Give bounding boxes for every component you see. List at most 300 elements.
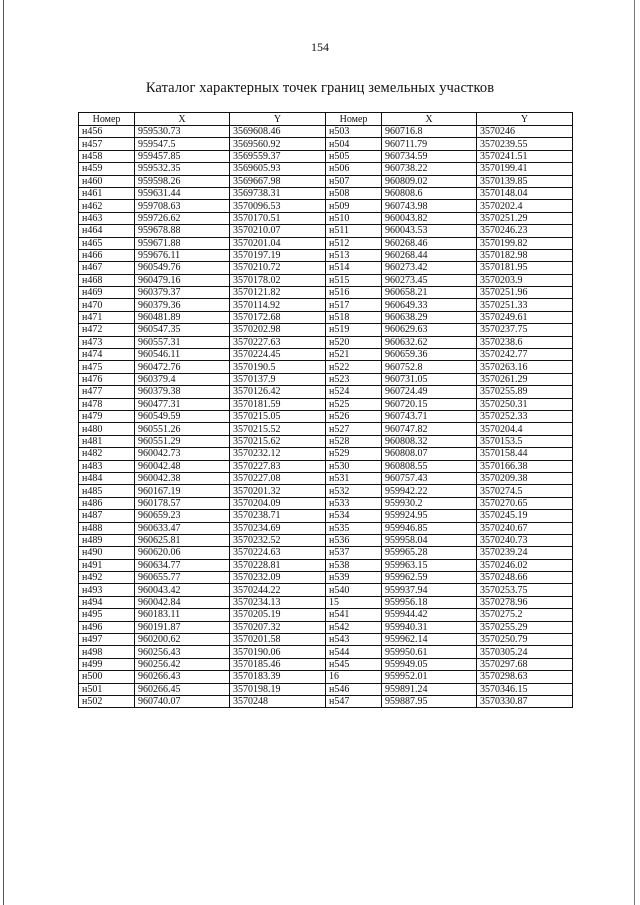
x-coordinate-cell: 960379.36	[135, 299, 230, 311]
x-coordinate-cell: 959891.24	[382, 683, 477, 695]
y-coordinate-cell: 3569560.92	[230, 138, 326, 150]
y-coordinate-cell: 3570270.65	[477, 497, 573, 509]
y-coordinate-cell: 3570261.29	[477, 373, 573, 385]
table-row	[79, 386, 573, 398]
x-coordinate-cell: 960549.59	[135, 410, 230, 422]
y-coordinate-cell: 3570255.89	[477, 386, 573, 398]
x-coordinate-cell: 960472.76	[135, 361, 230, 373]
x-coordinate-cell: 960724.49	[382, 386, 477, 398]
x-coordinate-cell: 960268.44	[382, 249, 477, 261]
x-coordinate-cell: 960266.43	[135, 671, 230, 683]
x-coordinate-cell: 960479.16	[135, 274, 230, 286]
point-number-cell: н500	[79, 671, 135, 683]
table-row	[79, 584, 573, 596]
x-coordinate-cell: 960547.35	[135, 324, 230, 336]
point-number-cell: н461	[79, 187, 135, 199]
y-coordinate-cell: 3570114.92	[230, 299, 326, 311]
y-coordinate-cell: 3570170.51	[230, 212, 326, 224]
y-coordinate-cell: 3570199.41	[477, 163, 573, 175]
table-row	[79, 336, 573, 348]
point-number-cell: н513	[326, 249, 382, 261]
point-number-cell: н478	[79, 398, 135, 410]
header-number-left: Номер	[79, 113, 135, 126]
table-row	[79, 175, 573, 187]
x-coordinate-cell: 959962.14	[382, 634, 477, 646]
table-row	[79, 485, 573, 497]
x-coordinate-cell: 959708.63	[135, 200, 230, 212]
y-coordinate-cell: 3570228.81	[230, 559, 326, 571]
point-number-cell: н489	[79, 534, 135, 546]
point-number-cell: н543	[326, 634, 382, 646]
table-row	[79, 547, 573, 559]
y-coordinate-cell: 3570203.9	[477, 274, 573, 286]
x-coordinate-cell: 959950.61	[382, 646, 477, 658]
point-number-cell: н481	[79, 435, 135, 447]
y-coordinate-cell: 3570178.02	[230, 274, 326, 286]
point-number-cell: н497	[79, 634, 135, 646]
table-row	[79, 163, 573, 175]
x-coordinate-cell: 960625.81	[135, 534, 230, 546]
x-coordinate-cell: 960808.55	[382, 460, 477, 472]
point-number-cell: н494	[79, 596, 135, 608]
y-coordinate-cell: 3569605.93	[230, 163, 326, 175]
page-title: Каталог характерных точек границ земельных участков	[145, 80, 495, 96]
x-coordinate-cell: 959457.85	[135, 150, 230, 162]
y-coordinate-cell: 3570244.22	[230, 584, 326, 596]
x-coordinate-cell: 959958.04	[382, 534, 477, 546]
x-coordinate-cell: 960808.32	[382, 435, 477, 447]
header-x-right: X	[382, 113, 477, 126]
y-coordinate-cell: 3569667.98	[230, 175, 326, 187]
y-coordinate-cell: 3570201.32	[230, 485, 326, 497]
y-coordinate-cell: 3570202.4	[477, 200, 573, 212]
y-coordinate-cell: 3570207.32	[230, 621, 326, 633]
point-number-cell: н467	[79, 262, 135, 274]
x-coordinate-cell: 960546.11	[135, 349, 230, 361]
x-coordinate-cell: 960629.63	[382, 324, 477, 336]
y-coordinate-cell: 3570204.09	[230, 497, 326, 509]
point-number-cell: н490	[79, 547, 135, 559]
point-number-cell: н514	[326, 262, 382, 274]
point-number-cell: н469	[79, 287, 135, 299]
y-coordinate-cell: 3570240.67	[477, 522, 573, 534]
point-number-cell: н523	[326, 373, 382, 385]
point-number-cell: н457	[79, 138, 135, 150]
point-number-cell: н518	[326, 311, 382, 323]
point-number-cell: н463	[79, 212, 135, 224]
point-number-cell: н456	[79, 126, 135, 138]
y-coordinate-cell: 3570297.68	[477, 658, 573, 670]
point-number-cell: н524	[326, 386, 382, 398]
x-coordinate-cell: 959963.15	[382, 559, 477, 571]
x-coordinate-cell: 960649.33	[382, 299, 477, 311]
point-number-cell: н470	[79, 299, 135, 311]
y-coordinate-cell: 3570251.29	[477, 212, 573, 224]
point-number-cell: н527	[326, 423, 382, 435]
page-number: 154	[311, 40, 329, 54]
y-coordinate-cell: 3570234.69	[230, 522, 326, 534]
x-coordinate-cell: 960379.38	[135, 386, 230, 398]
table-row	[79, 237, 573, 249]
y-coordinate-cell: 3570139.85	[477, 175, 573, 187]
x-coordinate-cell: 959940.31	[382, 621, 477, 633]
x-coordinate-cell: 960043.53	[382, 225, 477, 237]
x-coordinate-cell: 960273.45	[382, 274, 477, 286]
point-number-cell: н547	[326, 695, 382, 707]
x-coordinate-cell: 960808.6	[382, 187, 477, 199]
y-coordinate-cell: 3570242.77	[477, 349, 573, 361]
point-number-cell: н519	[326, 324, 382, 336]
point-number-cell: н537	[326, 547, 382, 559]
y-coordinate-cell: 3570278.96	[477, 596, 573, 608]
table-row	[79, 572, 573, 584]
table-row	[79, 349, 573, 361]
point-number-cell: н521	[326, 349, 382, 361]
x-coordinate-cell: 959962.59	[382, 572, 477, 584]
y-coordinate-cell: 3570190.06	[230, 646, 326, 658]
x-coordinate-cell: 960042.84	[135, 596, 230, 608]
y-coordinate-cell: 3570227.83	[230, 460, 326, 472]
x-coordinate-cell: 960256.42	[135, 658, 230, 670]
point-number-cell: н512	[326, 237, 382, 249]
x-coordinate-cell: 959532.35	[135, 163, 230, 175]
x-coordinate-cell: 959598.26	[135, 175, 230, 187]
header-y-right: Y	[477, 113, 573, 126]
point-number-cell: н458	[79, 150, 135, 162]
y-coordinate-cell: 3570250.79	[477, 634, 573, 646]
point-number-cell: н483	[79, 460, 135, 472]
table-row	[79, 497, 573, 509]
point-number-cell: н530	[326, 460, 382, 472]
table-row	[79, 596, 573, 608]
x-coordinate-cell: 959676.11	[135, 249, 230, 261]
x-coordinate-cell: 960200.62	[135, 634, 230, 646]
y-coordinate-cell: 3570330.87	[477, 695, 573, 707]
y-coordinate-cell: 3570227.63	[230, 336, 326, 348]
point-number-cell: н479	[79, 410, 135, 422]
x-coordinate-cell: 960167.19	[135, 485, 230, 497]
x-coordinate-cell: 960731.05	[382, 373, 477, 385]
table-row	[79, 249, 573, 261]
y-coordinate-cell: 3570252.33	[477, 410, 573, 422]
x-coordinate-cell: 960659.23	[135, 510, 230, 522]
y-coordinate-cell: 3570224.45	[230, 349, 326, 361]
y-coordinate-cell: 3570245.19	[477, 510, 573, 522]
y-coordinate-cell: 3570246.02	[477, 559, 573, 571]
point-number-cell: н504	[326, 138, 382, 150]
x-coordinate-cell: 959942.22	[382, 485, 477, 497]
point-number-cell: н496	[79, 621, 135, 633]
x-coordinate-cell: 959887.95	[382, 695, 477, 707]
point-number-cell: н482	[79, 448, 135, 460]
x-coordinate-cell: 959924.95	[382, 510, 477, 522]
table-row	[79, 299, 573, 311]
y-coordinate-cell: 3570202.98	[230, 324, 326, 336]
y-coordinate-cell: 3570215.05	[230, 410, 326, 422]
x-coordinate-cell: 960711.79	[382, 138, 477, 150]
point-number-cell: н526	[326, 410, 382, 422]
point-number-cell: н460	[79, 175, 135, 187]
point-number-cell: н531	[326, 472, 382, 484]
point-number-cell: н468	[79, 274, 135, 286]
x-coordinate-cell: 959726.62	[135, 212, 230, 224]
x-coordinate-cell: 959530.73	[135, 126, 230, 138]
y-coordinate-cell: 3570210.07	[230, 225, 326, 237]
x-coordinate-cell: 960658.21	[382, 287, 477, 299]
x-coordinate-cell: 960183.11	[135, 609, 230, 621]
table-header-row	[79, 113, 573, 126]
x-coordinate-cell: 960740.07	[135, 695, 230, 707]
y-coordinate-cell: 3570210.72	[230, 262, 326, 274]
y-coordinate-cell: 3570204.4	[477, 423, 573, 435]
table-row	[79, 646, 573, 658]
y-coordinate-cell: 3570239.55	[477, 138, 573, 150]
y-coordinate-cell: 3570274.5	[477, 485, 573, 497]
scan-edge-left	[3, 0, 4, 905]
y-coordinate-cell: 3570346.15	[477, 683, 573, 695]
point-number-cell: н509	[326, 200, 382, 212]
x-coordinate-cell: 960634.77	[135, 559, 230, 571]
point-number-cell: н459	[79, 163, 135, 175]
x-coordinate-cell: 960256.43	[135, 646, 230, 658]
x-coordinate-cell: 960043.82	[382, 212, 477, 224]
point-number-cell: н525	[326, 398, 382, 410]
y-coordinate-cell: 3570246	[477, 126, 573, 138]
point-number-cell: н473	[79, 336, 135, 348]
y-coordinate-cell: 3570234.13	[230, 596, 326, 608]
table-row	[79, 621, 573, 633]
x-coordinate-cell: 960659.36	[382, 349, 477, 361]
x-coordinate-cell: 960743.71	[382, 410, 477, 422]
x-coordinate-cell: 960477.31	[135, 398, 230, 410]
point-number-cell: н486	[79, 497, 135, 509]
x-coordinate-cell: 960379.37	[135, 287, 230, 299]
table-row	[79, 225, 573, 237]
point-number-cell: н491	[79, 559, 135, 571]
y-coordinate-cell: 3570248.66	[477, 572, 573, 584]
table-row	[79, 522, 573, 534]
header-y-left: Y	[230, 113, 326, 126]
table-row	[79, 212, 573, 224]
point-number-cell: н502	[79, 695, 135, 707]
y-coordinate-cell: 3570239.24	[477, 547, 573, 559]
point-number-cell: н533	[326, 497, 382, 509]
x-coordinate-cell: 960620.06	[135, 547, 230, 559]
point-number-cell: н499	[79, 658, 135, 670]
y-coordinate-cell: 3570096.53	[230, 200, 326, 212]
y-coordinate-cell: 3570172.68	[230, 311, 326, 323]
header-number-right: Номер	[326, 113, 382, 126]
point-number-cell: н471	[79, 311, 135, 323]
x-coordinate-cell: 959949.05	[382, 658, 477, 670]
x-coordinate-cell: 960379.4	[135, 373, 230, 385]
point-number-cell: н520	[326, 336, 382, 348]
table-row	[79, 150, 573, 162]
x-coordinate-cell: 960042.38	[135, 472, 230, 484]
point-number-cell: н538	[326, 559, 382, 571]
y-coordinate-cell: 3570137.9	[230, 373, 326, 385]
x-coordinate-cell: 960738.22	[382, 163, 477, 175]
point-number-cell: н498	[79, 646, 135, 658]
y-coordinate-cell: 3570238.6	[477, 336, 573, 348]
table-row	[79, 634, 573, 646]
y-coordinate-cell: 3570126.42	[230, 386, 326, 398]
scan-edge-right	[634, 0, 635, 905]
x-coordinate-cell: 959937.94	[382, 584, 477, 596]
point-number-cell: н465	[79, 237, 135, 249]
point-number-cell: н462	[79, 200, 135, 212]
y-coordinate-cell: 3570250.31	[477, 398, 573, 410]
point-number-cell: н495	[79, 609, 135, 621]
point-number-cell: н487	[79, 510, 135, 522]
point-number-cell: н474	[79, 349, 135, 361]
y-coordinate-cell: 3570305.24	[477, 646, 573, 658]
header-x-left: X	[135, 113, 230, 126]
y-coordinate-cell: 3570263.16	[477, 361, 573, 373]
point-number-cell: н534	[326, 510, 382, 522]
point-number-cell: н532	[326, 485, 382, 497]
y-coordinate-cell: 3570153.5	[477, 435, 573, 447]
table-row	[79, 200, 573, 212]
point-number-cell: н517	[326, 299, 382, 311]
point-number-cell: н522	[326, 361, 382, 373]
x-coordinate-cell: 960716.8	[382, 126, 477, 138]
table-row	[79, 398, 573, 410]
point-number-cell: н472	[79, 324, 135, 336]
point-number-cell: н503	[326, 126, 382, 138]
point-number-cell: н488	[79, 522, 135, 534]
table-row	[79, 274, 573, 286]
x-coordinate-cell: 960268.46	[382, 237, 477, 249]
table-row	[79, 472, 573, 484]
point-number-cell: н492	[79, 572, 135, 584]
table-row	[79, 460, 573, 472]
table-row	[79, 510, 573, 522]
point-number-cell: н542	[326, 621, 382, 633]
y-coordinate-cell: 3570198.19	[230, 683, 326, 695]
x-coordinate-cell: 960734.59	[382, 150, 477, 162]
point-number-cell: н541	[326, 609, 382, 621]
point-number-cell: н464	[79, 225, 135, 237]
point-number-cell: н546	[326, 683, 382, 695]
x-coordinate-cell: 960481.89	[135, 311, 230, 323]
point-number-cell: н507	[326, 175, 382, 187]
table-row	[79, 671, 573, 683]
table-row	[79, 423, 573, 435]
x-coordinate-cell: 960551.26	[135, 423, 230, 435]
x-coordinate-cell: 960042.48	[135, 460, 230, 472]
y-coordinate-cell: 3570251.96	[477, 287, 573, 299]
y-coordinate-cell: 3570232.52	[230, 534, 326, 546]
x-coordinate-cell: 960042.73	[135, 448, 230, 460]
x-coordinate-cell: 959671.88	[135, 237, 230, 249]
y-coordinate-cell: 3570205.19	[230, 609, 326, 621]
x-coordinate-cell: 960757.43	[382, 472, 477, 484]
x-coordinate-cell: 959956.18	[382, 596, 477, 608]
point-number-cell: н539	[326, 572, 382, 584]
point-number-cell: н510	[326, 212, 382, 224]
point-number-cell: н485	[79, 485, 135, 497]
y-coordinate-cell: 3569559.37	[230, 150, 326, 162]
table-row	[79, 683, 573, 695]
y-coordinate-cell: 3570190.5	[230, 361, 326, 373]
y-coordinate-cell: 3570197.19	[230, 249, 326, 261]
y-coordinate-cell: 3570251.33	[477, 299, 573, 311]
x-coordinate-cell: 960743.98	[382, 200, 477, 212]
x-coordinate-cell: 960266.45	[135, 683, 230, 695]
x-coordinate-cell: 959930.2	[382, 497, 477, 509]
x-coordinate-cell: 960191.87	[135, 621, 230, 633]
point-number-cell: н508	[326, 187, 382, 199]
point-number-cell: н515	[326, 274, 382, 286]
y-coordinate-cell: 3570238.71	[230, 510, 326, 522]
table-row	[79, 609, 573, 621]
table-row	[79, 435, 573, 447]
point-number-cell: 15	[326, 596, 382, 608]
coordinates-table	[78, 112, 573, 708]
point-number-cell: н466	[79, 249, 135, 261]
point-number-cell: н480	[79, 423, 135, 435]
table-row	[79, 410, 573, 422]
y-coordinate-cell: 3570181.95	[477, 262, 573, 274]
x-coordinate-cell: 959547.5	[135, 138, 230, 150]
x-coordinate-cell: 959944.42	[382, 609, 477, 621]
point-number-cell: н540	[326, 584, 382, 596]
y-coordinate-cell: 3570240.73	[477, 534, 573, 546]
table-row	[79, 311, 573, 323]
y-coordinate-cell: 3570237.75	[477, 324, 573, 336]
y-coordinate-cell: 3570209.38	[477, 472, 573, 484]
point-number-cell: н544	[326, 646, 382, 658]
y-coordinate-cell: 3570185.46	[230, 658, 326, 670]
y-coordinate-cell: 3570298.63	[477, 671, 573, 683]
x-coordinate-cell: 959631.44	[135, 187, 230, 199]
y-coordinate-cell: 3570166.38	[477, 460, 573, 472]
y-coordinate-cell: 3570121.82	[230, 287, 326, 299]
y-coordinate-cell: 3570148.04	[477, 187, 573, 199]
y-coordinate-cell: 3570246.23	[477, 225, 573, 237]
x-coordinate-cell: 960747.82	[382, 423, 477, 435]
x-coordinate-cell: 960638.29	[382, 311, 477, 323]
point-number-cell: н506	[326, 163, 382, 175]
x-coordinate-cell: 960633.47	[135, 522, 230, 534]
table-row	[79, 126, 573, 138]
x-coordinate-cell: 960178.57	[135, 497, 230, 509]
y-coordinate-cell: 3570275.2	[477, 609, 573, 621]
point-number-cell: н484	[79, 472, 135, 484]
table-row	[79, 324, 573, 336]
y-coordinate-cell: 3570255.29	[477, 621, 573, 633]
y-coordinate-cell: 3570201.04	[230, 237, 326, 249]
table-row	[79, 534, 573, 546]
x-coordinate-cell: 960632.62	[382, 336, 477, 348]
table-row	[79, 448, 573, 460]
point-number-cell: н516	[326, 287, 382, 299]
y-coordinate-cell: 3570181.59	[230, 398, 326, 410]
y-coordinate-cell: 3569608.46	[230, 126, 326, 138]
point-number-cell: н536	[326, 534, 382, 546]
table-row	[79, 658, 573, 670]
y-coordinate-cell: 3570183.39	[230, 671, 326, 683]
y-coordinate-cell: 3570232.09	[230, 572, 326, 584]
y-coordinate-cell: 3570248	[230, 695, 326, 707]
y-coordinate-cell: 3570227.08	[230, 472, 326, 484]
y-coordinate-cell: 3570253.75	[477, 584, 573, 596]
x-coordinate-cell: 960752.8	[382, 361, 477, 373]
table-row	[79, 559, 573, 571]
y-coordinate-cell: 3570215.62	[230, 435, 326, 447]
x-coordinate-cell: 960043.42	[135, 584, 230, 596]
